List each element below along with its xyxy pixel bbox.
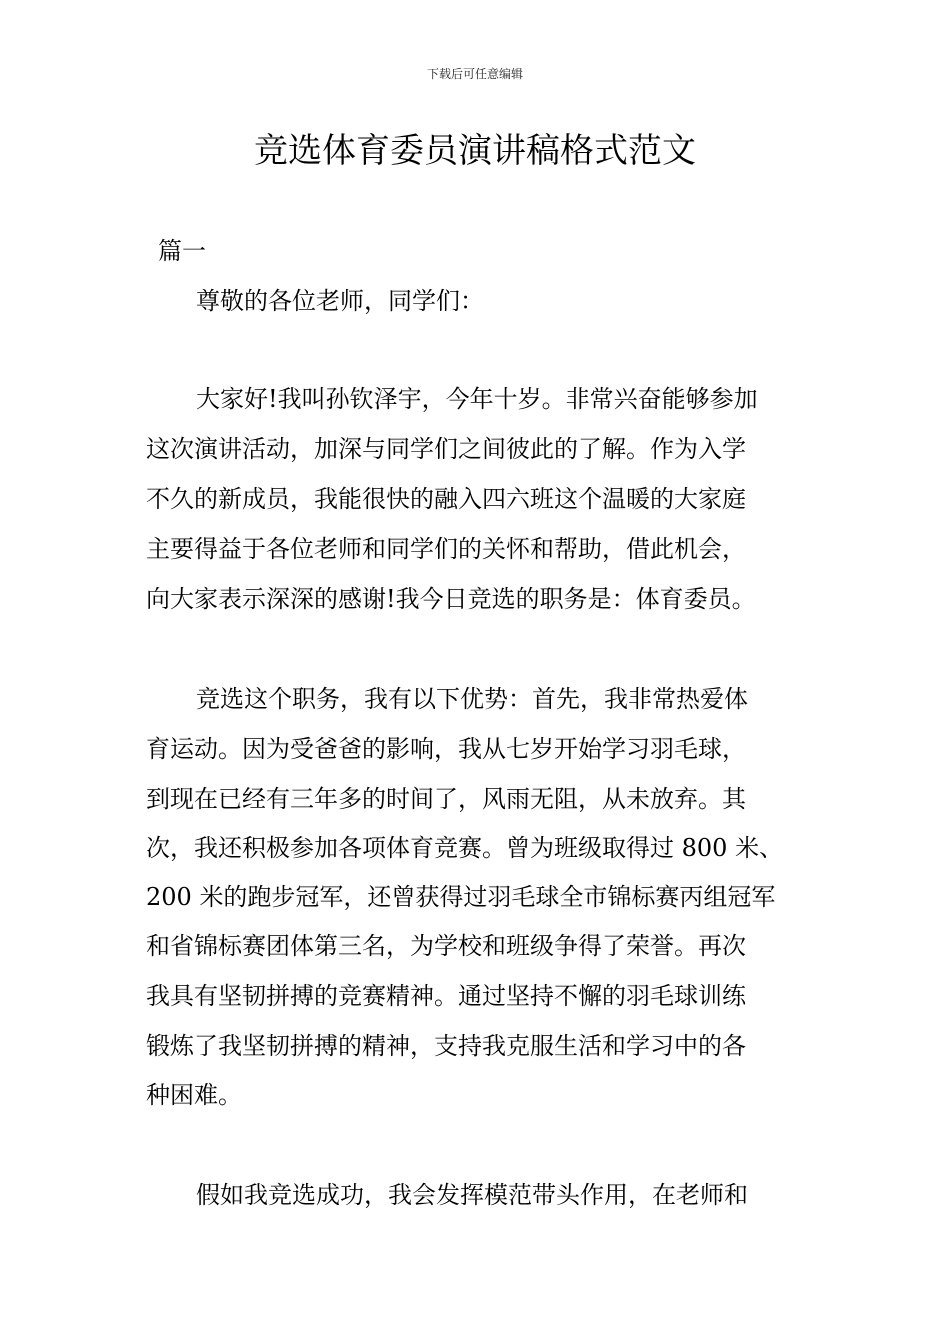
paragraph-line: 竞选这个职务，我有以下优势：首先，我非常热爱体	[196, 685, 748, 713]
paragraph-line: 大家好!我叫孙钦泽宇，今年十岁。非常兴奋能够参加	[196, 385, 758, 413]
paragraph-line: 200 米的跑步冠军，还曾获得过羽毛球全市锦标赛丙组冠军	[146, 883, 776, 911]
paragraph-line: 这次演讲活动，加深与同学们之间彼此的了解。作为入学	[146, 435, 746, 463]
paragraph-line: 我具有坚韧拼搏的竞赛精神。通过坚持不懈的羽毛球训练	[146, 982, 746, 1010]
document-title: 竞选体育委员演讲稿格式范文	[254, 131, 696, 171]
salutation: 尊敬的各位老师，同学们：	[196, 287, 484, 315]
paragraph-line: 假如我竞选成功，我会发挥模范带头作用，在老师和	[196, 1181, 748, 1209]
paragraph-line: 向大家表示深深的感谢!我今日竞选的职务是：体育委员。	[146, 585, 756, 613]
paragraph-line: 锻炼了我坚韧拼搏的精神，支持我克服生活和学习中的各	[146, 1032, 746, 1060]
section-label: 篇一	[158, 237, 206, 265]
paragraph-line: 次，我还积极参加各项体育竞赛。曾为班级取得过 800 米、	[146, 834, 784, 862]
header-note: 下载后可任意编辑	[426, 67, 523, 81]
paragraph-line: 到现在已经有三年多的时间了，风雨无阻，从未放弃。其	[146, 785, 746, 813]
paragraph-line: 种困难。	[146, 1081, 242, 1109]
paragraph-line: 不久的新成员，我能很快的融入四六班这个温暖的大家庭	[146, 485, 746, 513]
paragraph-line: 和省锦标赛团体第三名，为学校和班级争得了荣誉。再次	[146, 932, 746, 960]
paragraph-line: 育运动。因为受爸爸的影响，我从七岁开始学习羽毛球，	[146, 735, 746, 763]
paragraph-line: 主要得益于各位老师和同学们的关怀和帮助，借此机会，	[146, 535, 746, 563]
